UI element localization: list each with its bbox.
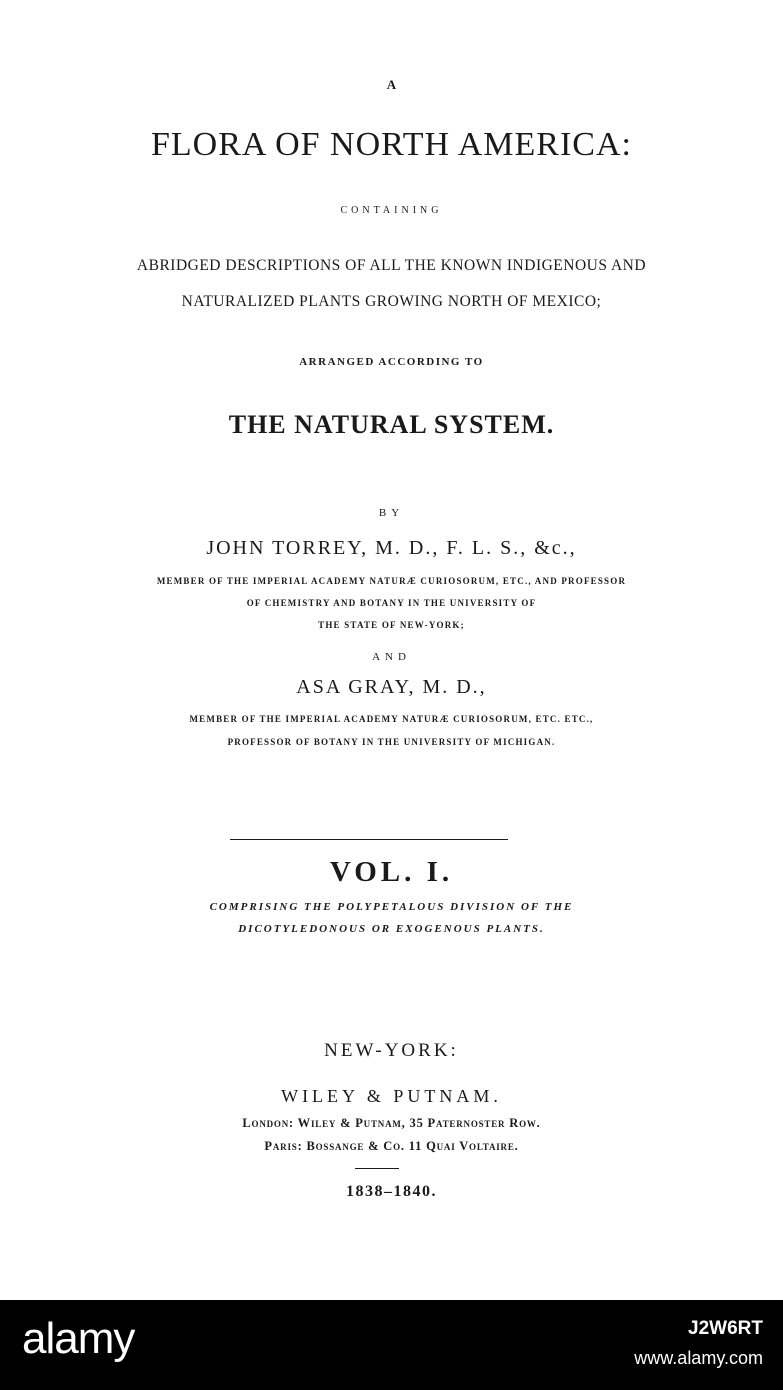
publisher-name: WILEY & PUTNAM. [281, 1086, 502, 1106]
volume-divider [230, 839, 508, 840]
publication-years: 1838–1840. [346, 1183, 437, 1200]
description-line-2: NATURALIZED PLANTS GROWING NORTH OF MEXICO; [181, 293, 602, 310]
author-2-affiliation-2: PROFESSOR OF BOTANY IN THE UNIVERSITY OF MICHIGAN. [227, 737, 556, 747]
natural-system-heading: THE NATURAL SYSTEM. [228, 410, 555, 439]
site-url: www.alamy.com [634, 1348, 763, 1368]
author-2-name: ASA GRAY, M. D., [296, 676, 487, 698]
years-divider [355, 1168, 399, 1169]
author-1-affiliation-3: THE STATE OF NEW-YORK; [318, 620, 465, 630]
image-id: J2W6RT [688, 1318, 763, 1339]
author-2-affiliation-1: MEMBER OF THE IMPERIAL ACADEMY NATURÆ CURIOSORUM, ETC. ETC., [189, 714, 594, 724]
publication-city: NEW-YORK: [324, 1040, 459, 1061]
watermark-banner [0, 1300, 783, 1390]
london-imprint: London: Wiley & Putnam, 35 Paternoster Row. [242, 1116, 541, 1130]
author-1-affiliation-2: OF CHEMISTRY AND BOTANY IN THE UNIVERSITY OF [246, 598, 537, 608]
comprising-line-1: COMPRISING THE POLYPETALOUS DIVISION OF THE [209, 901, 574, 913]
alamy-logo: alamy [22, 1314, 135, 1363]
title-article: A [386, 77, 397, 92]
comprising-line-2: DICOTYLEDONOUS OR EXOGENOUS PLANTS. [238, 923, 545, 935]
description-line-1: ABRIDGED DESCRIPTIONS OF ALL THE KNOWN INDIGENOUS AND [136, 257, 647, 274]
book-title: FLORA OF NORTH AMERICA: [151, 126, 632, 163]
arranged-label: ARRANGED ACCORDING TO [299, 356, 484, 368]
author-1-name: JOHN TORREY, M. D., F. L. S., &c., [206, 537, 577, 559]
paris-imprint: Paris: Bossange & Co. 11 Quai Voltaire. [264, 1139, 519, 1153]
author-1-affiliation-1: MEMBER OF THE IMPERIAL ACADEMY NATURÆ CURIOSORUM, ETC., AND PROFESSOR [156, 576, 627, 586]
by-label: BY [378, 507, 405, 519]
volume-heading: VOL. I. [329, 856, 454, 888]
containing-label: CONTAINING [340, 205, 443, 216]
and-label: AND [372, 651, 411, 663]
